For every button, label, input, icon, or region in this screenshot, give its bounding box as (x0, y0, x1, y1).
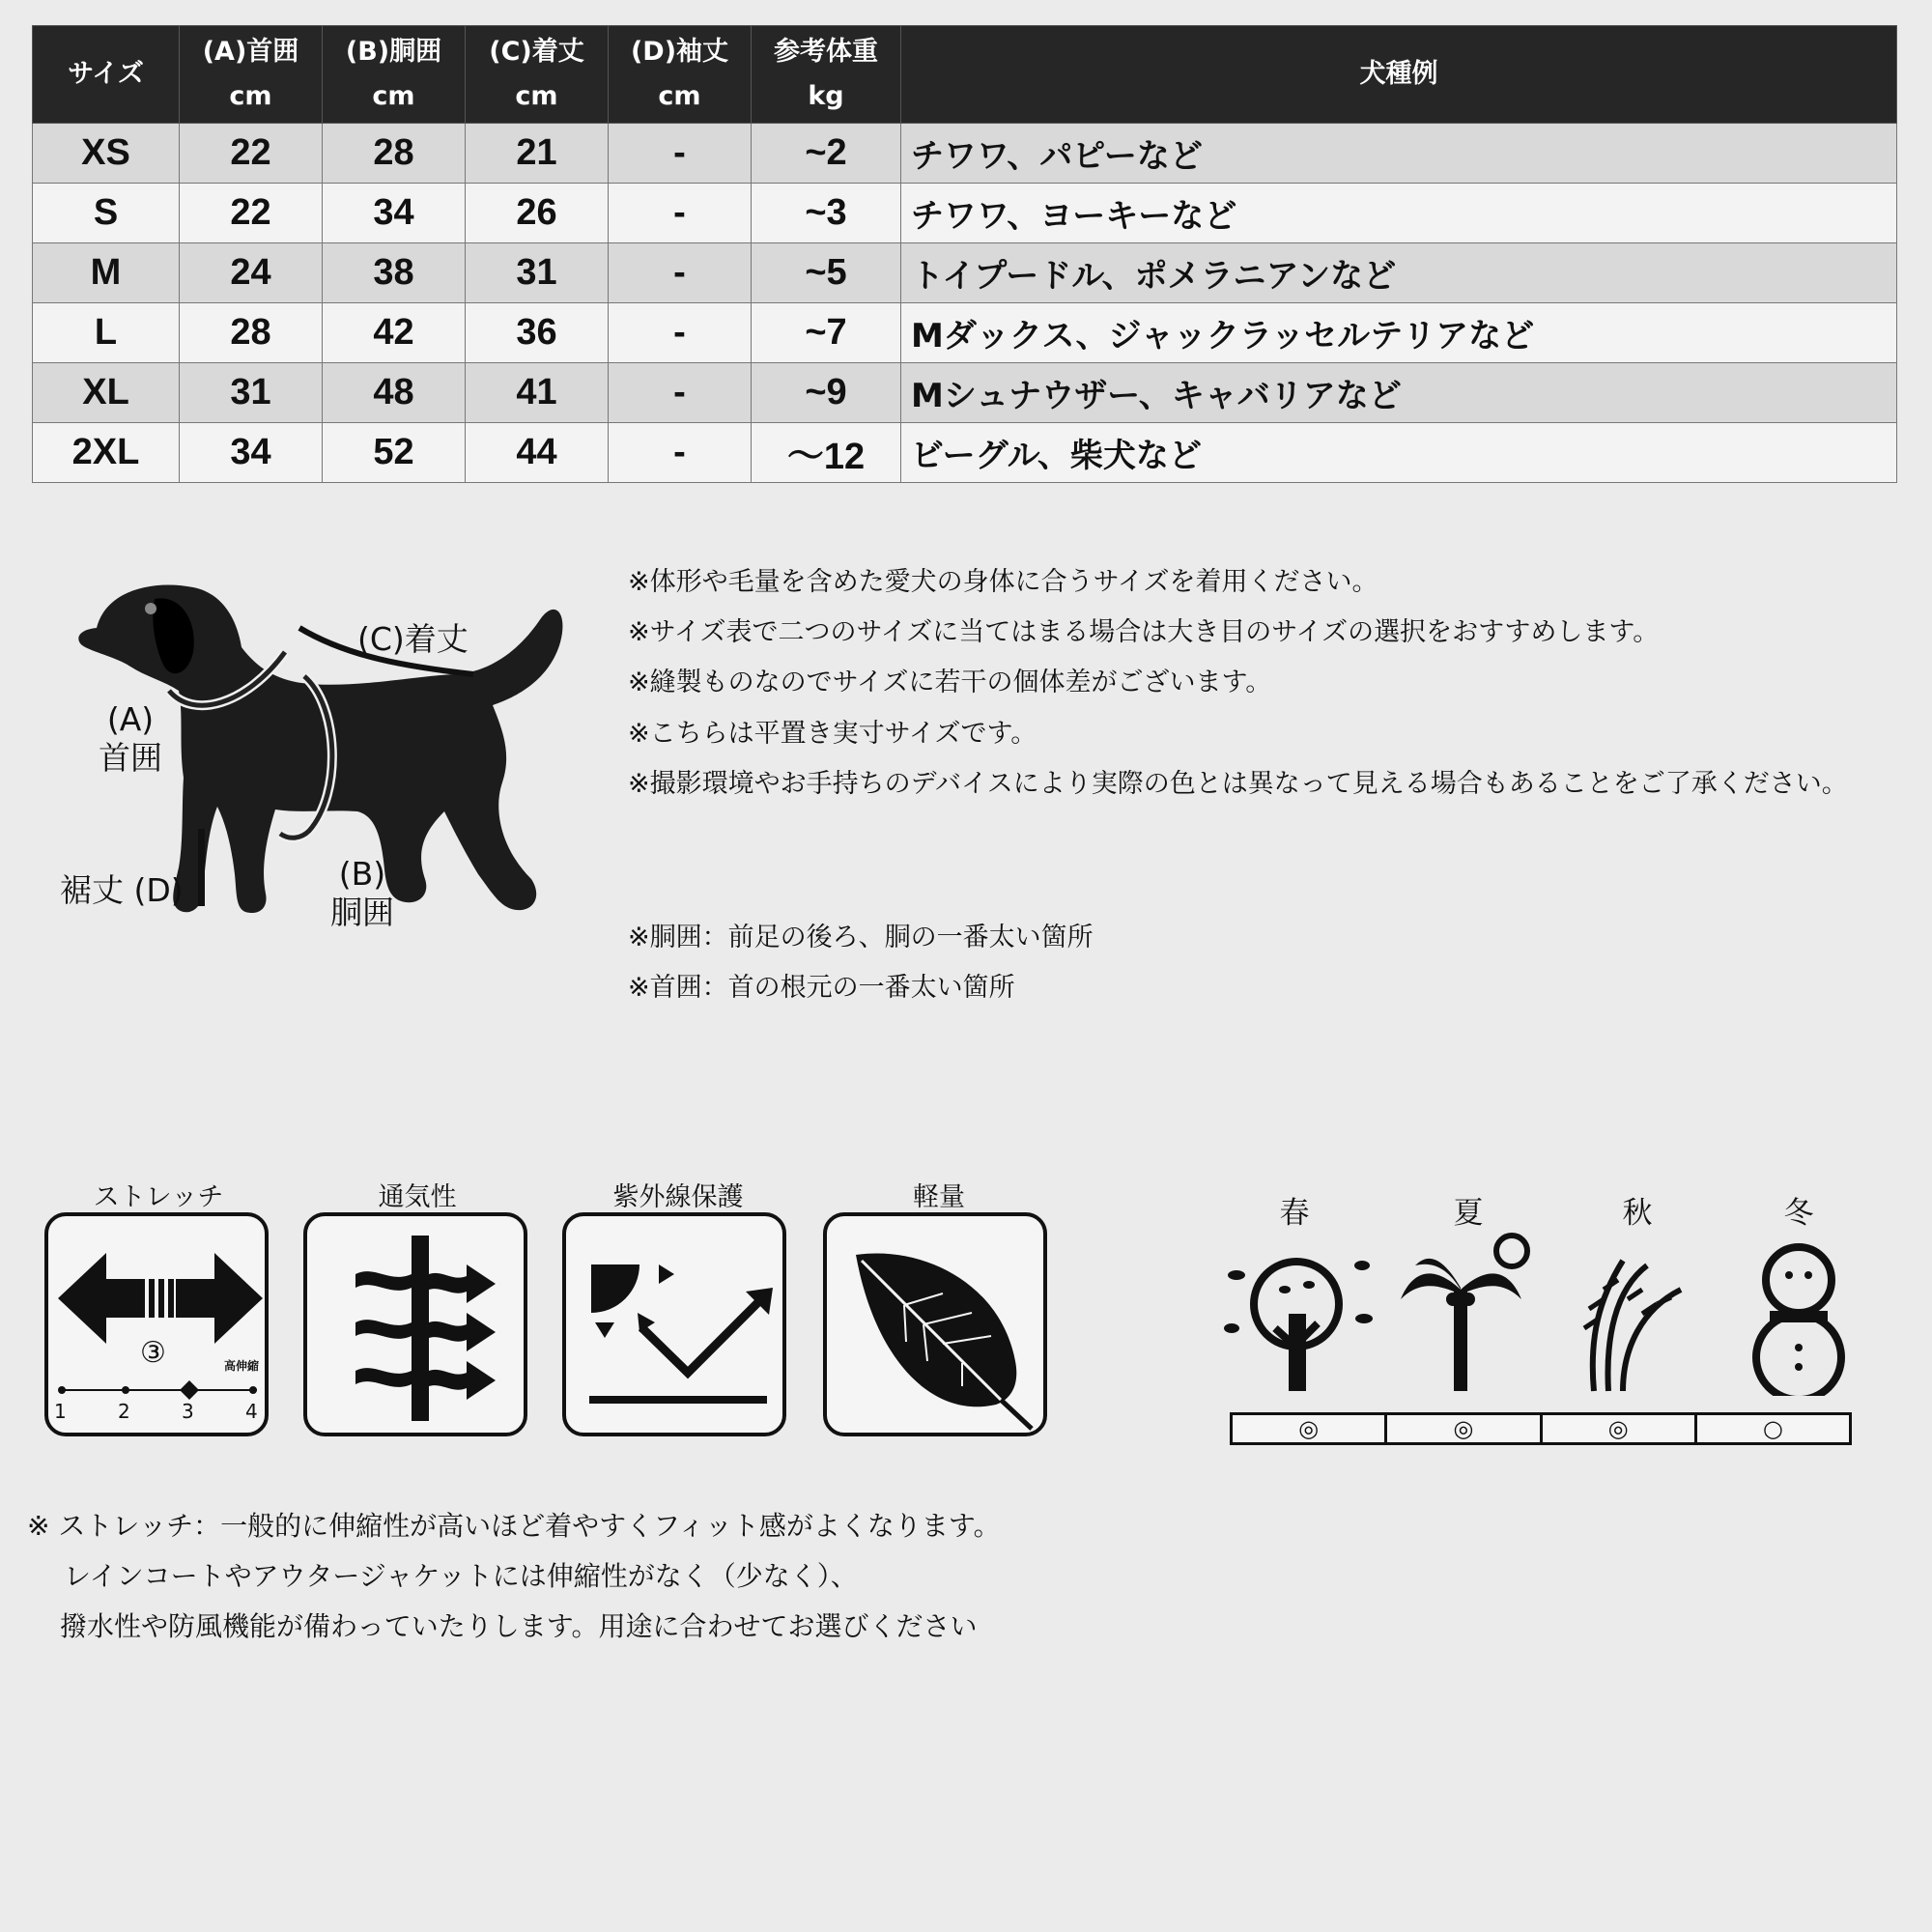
table-row (33, 124, 1897, 184)
season-label-winter: 冬 (1783, 1196, 1814, 1231)
stretch-high-label: 高伸縮 (224, 1359, 260, 1373)
winter-snowman-icon (1756, 1247, 1841, 1396)
stretch-note: ※ ストレッチ：一般的に伸縮性が高いほど着やすくフィット感がよくなります。 (27, 1510, 1001, 1542)
cell-length: 41 (466, 363, 609, 423)
cell-length: 31 (466, 243, 609, 303)
feature-title-uv: 紫外線保護 (612, 1182, 744, 1212)
cell-length: 36 (466, 303, 609, 363)
feature-light (823, 1212, 1047, 1436)
dog-label-neck (92, 700, 169, 778)
leaf-icon (827, 1216, 1047, 1436)
stretch-level-circle: ③ (140, 1336, 166, 1370)
stretch-tick-2: 2 (118, 1400, 130, 1423)
dog-label-hem: 裾丈 (D) (60, 871, 184, 909)
cell-sleeve: - (609, 363, 752, 423)
cell-breed: チワワ、パピーなど (901, 124, 1897, 184)
header-chest: (B)胴囲 cm (323, 26, 466, 124)
feature-breathable (303, 1212, 527, 1436)
feature-stretch (44, 1212, 269, 1436)
cell-weight: ~7 (752, 303, 901, 363)
cell-breed: トイプードル、ポメラニアンなど (901, 243, 1897, 303)
feature-title-breathable: 通気性 (378, 1182, 457, 1212)
cell-sleeve: - (609, 423, 752, 483)
header-length: (C)着丈 cm (466, 26, 609, 124)
table-row (33, 423, 1897, 483)
table-row (33, 303, 1897, 363)
cell-neck: 28 (180, 303, 323, 363)
cell-breed: Mダックス、ジャックラッセルテリアなど (901, 303, 1897, 363)
cell-breed: Mシュナウザー、キャバリアなど (901, 363, 1897, 423)
season-rating-bar (1230, 1412, 1852, 1445)
dog-label-neck-code: (A) (106, 700, 155, 738)
cell-weight: ~5 (752, 243, 901, 303)
stretch-arrows-icon (48, 1216, 269, 1436)
dog-label-chest (314, 855, 411, 932)
stretch-tick-3: 3 (182, 1400, 194, 1423)
dog-label-length: (C)着丈 (357, 620, 469, 658)
cell-weight: ~9 (752, 363, 901, 423)
cell-size: XS (33, 124, 180, 184)
season-label-spring: 春 (1279, 1196, 1310, 1231)
note-fit: ※体形や毛量を含めた愛犬の身体に合うサイズを着用ください。 (628, 567, 1378, 597)
header-weight: 参考体重 kg (752, 26, 901, 124)
spring-tree-icon (1224, 1261, 1373, 1391)
table-row (33, 243, 1897, 303)
stretch-tick-1: 1 (54, 1400, 67, 1423)
season-mark-summer: ◎ (1387, 1415, 1542, 1442)
cell-chest: 28 (323, 124, 466, 184)
cell-breed: ビーグル、柴犬など (901, 423, 1897, 483)
table-row (33, 363, 1897, 423)
size-table (32, 25, 1897, 483)
usage-note: 撥水性や防風機能が備わっていたりします。用途に合わせてお選びください (60, 1610, 978, 1642)
header-neck: (A)首囲 cm (180, 26, 323, 124)
dog-label-chest-text: 胴囲 (330, 894, 394, 931)
cell-weight: ~3 (752, 184, 901, 243)
cell-neck: 31 (180, 363, 323, 423)
breathable-icon (307, 1216, 527, 1436)
cell-chest: 38 (323, 243, 466, 303)
note-color: ※撮影環境やお手持ちのデバイスにより実際の色とは異なって見える場合もあることをご了承ください。 (628, 769, 1848, 799)
cell-length: 21 (466, 124, 609, 184)
cell-chest: 34 (323, 184, 466, 243)
feature-title-stretch: ストレッチ (93, 1182, 224, 1212)
note-larger-size: ※サイズ表で二つのサイズに当てはまる場合は大き目のサイズの選択をおすすめします。 (628, 617, 1660, 647)
cell-sleeve: - (609, 184, 752, 243)
uv-protection-icon (566, 1216, 786, 1436)
cell-chest: 48 (323, 363, 466, 423)
cell-weight: ～12 (752, 423, 901, 483)
cell-length: 26 (466, 184, 609, 243)
cell-length: 44 (466, 423, 609, 483)
header-breed: 犬種例 (901, 26, 1897, 124)
cell-neck: 22 (180, 124, 323, 184)
note-variation: ※縫製ものなのでサイズに若干の個体差がございます。 (628, 668, 1272, 697)
stretch-tick-4: 4 (245, 1400, 258, 1423)
cell-chest: 52 (323, 423, 466, 483)
cell-size: L (33, 303, 180, 363)
cell-size: 2XL (33, 423, 180, 483)
season-mark-autumn: ◎ (1543, 1415, 1697, 1442)
summer-palm-icon (1401, 1236, 1527, 1391)
cell-neck: 24 (180, 243, 323, 303)
dog-measurement-diagram (39, 560, 599, 985)
note-chest-measure: ※胴囲：前足の後ろ、胴の一番太い箇所 (628, 923, 1094, 952)
cell-size: S (33, 184, 180, 243)
header-sleeve: (D)袖丈 cm (609, 26, 752, 124)
cell-weight: ~2 (752, 124, 901, 184)
size-table-header (33, 26, 1897, 124)
season-mark-spring: ◎ (1233, 1415, 1387, 1442)
cell-neck: 34 (180, 423, 323, 483)
raincoat-note: レインコートやアウタージャケットには伸縮性がなく（少なく）、 (64, 1560, 858, 1592)
note-flat-measure: ※こちらは平置き実寸サイズです。 (628, 719, 1037, 749)
season-label-summer: 夏 (1453, 1196, 1484, 1231)
season-mark-winter: ○ (1762, 1415, 1783, 1442)
cell-sleeve: - (609, 124, 752, 184)
season-icons (1217, 1222, 1855, 1396)
dog-label-chest-code: (B) (338, 855, 386, 893)
header-size: サイズ (33, 26, 180, 124)
cell-breed: チワワ、ヨーキーなど (901, 184, 1897, 243)
cell-sleeve: - (609, 303, 752, 363)
table-row (33, 184, 1897, 243)
cell-sleeve: - (609, 243, 752, 303)
cell-size: M (33, 243, 180, 303)
feature-uv (562, 1212, 786, 1436)
note-neck-measure: ※首囲：首の根元の一番太い箇所 (628, 973, 1015, 1003)
autumn-grass-icon (1584, 1261, 1681, 1391)
cell-neck: 22 (180, 184, 323, 243)
feature-title-light: 軽量 (913, 1182, 965, 1212)
cell-size: XL (33, 363, 180, 423)
dog-label-neck-text: 首囲 (99, 739, 162, 777)
cell-chest: 42 (323, 303, 466, 363)
season-label-autumn: 秋 (1622, 1196, 1653, 1231)
